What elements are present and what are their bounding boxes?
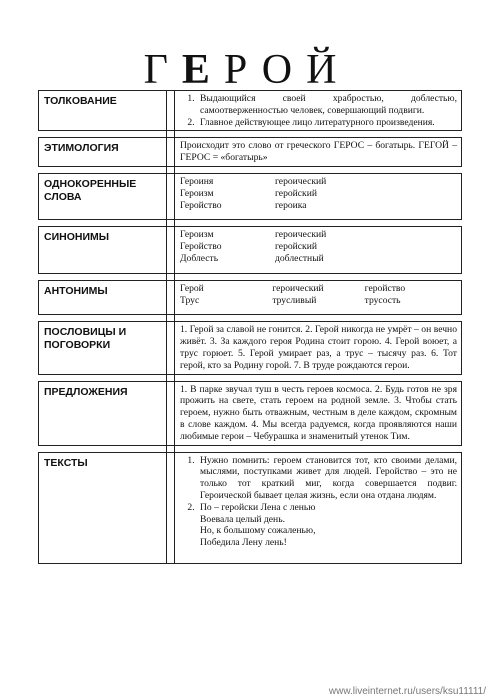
sentences-text: 1. В парке звучал туш в честь героев космоса. 2. Будь готов не зря прожить на свете, стать героем на родной земле. 3. Чтобы стать героем, нужно быть отважным, честным в деле каждом, скромным в слове каждом. 4. Мы всегда радуемся, когда проявляются наши любимые герои – Чебурашка и знаменитый утенок Тим. xyxy=(175,381,462,445)
antonyms-list: Герой героический геройство Трус трусливый трусость xyxy=(175,280,462,315)
row-cognates xyxy=(39,173,462,219)
list-item: 2. Главное действующее лицо литературного произведения. xyxy=(197,117,457,129)
synonyms-list: Героизм героический Геройство геройский Доблесть доблестный xyxy=(175,227,462,273)
poem: 2. По – геройски Лена с ленью Воевала целый день. Но, к большому сожаленью, Победила Лену лень! xyxy=(200,501,316,549)
list-item: 1. Выдающийся своей храбростью, доблестью, самоотверженностью человек, совершающий подвиги. xyxy=(197,93,457,117)
row-label: ЭТИМОЛОГИЯ xyxy=(39,138,167,167)
source-url: www.liveinternet.ru/users/ksu11111/ xyxy=(328,686,486,697)
row-label: СИНОНИМЫ xyxy=(39,227,167,273)
page-title: ГЕРОЙ xyxy=(143,47,351,93)
row-interpretation xyxy=(39,91,462,131)
row-antonyms xyxy=(39,280,462,315)
row-texts xyxy=(39,452,462,563)
proverbs-text: 1. Герой за славой не гонится. 2. Герой никогда не умрёт – он вечно живёт. 3. За каждого героя Родина стоит горою. 4. Герой воюет, а трус горюет. 5. Герой умирает раз, а трус – тысячу раз. 6. Тот герой, кто за Родину горой. 7. В труде рождаются герои. xyxy=(175,322,462,374)
row-label: ПРЕДЛОЖЕНИЯ xyxy=(39,381,167,445)
cognates-list: Героиня героический Героизм геройский Геройство героика xyxy=(175,173,462,219)
row-synonyms xyxy=(39,227,462,273)
texts-content xyxy=(175,452,462,563)
row-etymology xyxy=(39,138,462,167)
list-item: 1. Нужно помнить: героем становится тот, кто своими делами, мыслями, поступками живет для людей. Геройство – это не только тот краткий миг, когда совершается подвиг. Героической бывает целая жизнь, если она отдана людям. xyxy=(197,455,457,502)
row-label: ТОЛКОВАНИЕ xyxy=(39,91,167,131)
interpretation-text xyxy=(175,91,462,131)
row-label: ОДНОКОРЕННЫЕ СЛОВА xyxy=(39,173,167,219)
row-sentences xyxy=(39,381,462,445)
row-label: ПОСЛОВИЦЫ И ПОГОВОРКИ xyxy=(39,322,167,374)
word-table xyxy=(38,90,462,564)
row-label: АНТОНИМЫ xyxy=(39,280,167,315)
list-item xyxy=(197,502,457,549)
row-proverbs xyxy=(39,322,462,374)
row-label: ТЕКСТЫ xyxy=(39,452,167,563)
etymology-text: Происходит это слово от греческого ГЕРОС – богатырь. ГЕГОЙ – ГЕРОС = «богатырь» xyxy=(175,138,462,167)
